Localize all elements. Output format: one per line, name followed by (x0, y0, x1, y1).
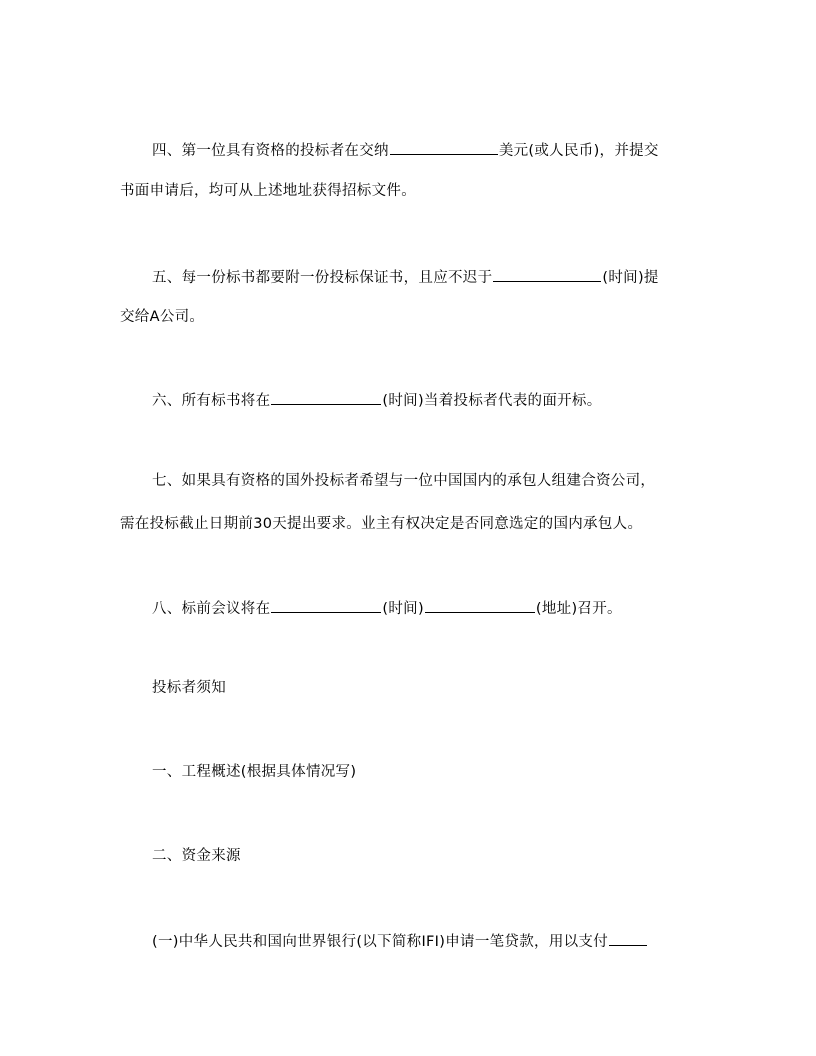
paragraph-5-line-1 (152, 265, 659, 288)
blank-meeting-time-field[interactable] (271, 596, 381, 613)
paragraph-4-line-1 (152, 138, 659, 161)
s2-sub1-text: (一)中华人民共和国向世界银行(以下简称IFI)申请一笔贷款，用以支付 (152, 934, 609, 950)
p8-text-a: 八、标前会议将在 (152, 601, 271, 617)
p8-text-b: (时间) (382, 601, 424, 617)
blank-fee-field[interactable] (390, 138, 498, 155)
p5-text-a: 五、每一份标书都要附一份投标保证书，且应不迟于 (152, 270, 493, 286)
blank-loan-purpose-field[interactable] (609, 929, 647, 946)
paragraph-4-line-2: 书面申请后，均可从上述地址获得招标文件。 (120, 183, 416, 199)
blank-deadline-field[interactable] (493, 265, 601, 282)
p6-text-b: (时间)当着投标者代表的面开标。 (382, 393, 602, 409)
p6-text-a: 六、所有标书将在 (152, 393, 271, 409)
paragraph-6 (152, 388, 602, 411)
section-1-title: 一、工程概述(根据具体情况写) (152, 764, 357, 780)
paragraph-7-line-1: 七、如果具有资格的国外投标者希望与一位中国国内的承包人组建合资公司， (152, 473, 656, 489)
p4-text-b: 美元(或人民币)，并提交 (498, 143, 659, 159)
blank-meeting-address-field[interactable] (425, 596, 535, 613)
paragraph-8 (152, 596, 622, 619)
paragraph-7-line-2: 需在投标截止日期前30天提出要求。业主有权决定是否同意选定的国内承包人。 (120, 516, 643, 532)
p8-text-c: (地址)召开。 (535, 601, 622, 617)
p5-text-b: (时间)提 (602, 270, 659, 286)
paragraph-5-line-2: 交给A公司。 (120, 309, 205, 325)
section-2-title: 二、资金来源 (152, 848, 241, 864)
blank-opening-time-field[interactable] (271, 388, 381, 405)
section-2-subitem-1 (152, 929, 648, 952)
p4-text-a: 四、第一位具有资格的投标者在交纳 (152, 143, 389, 159)
section-heading-notice: 投标者须知 (152, 680, 226, 696)
